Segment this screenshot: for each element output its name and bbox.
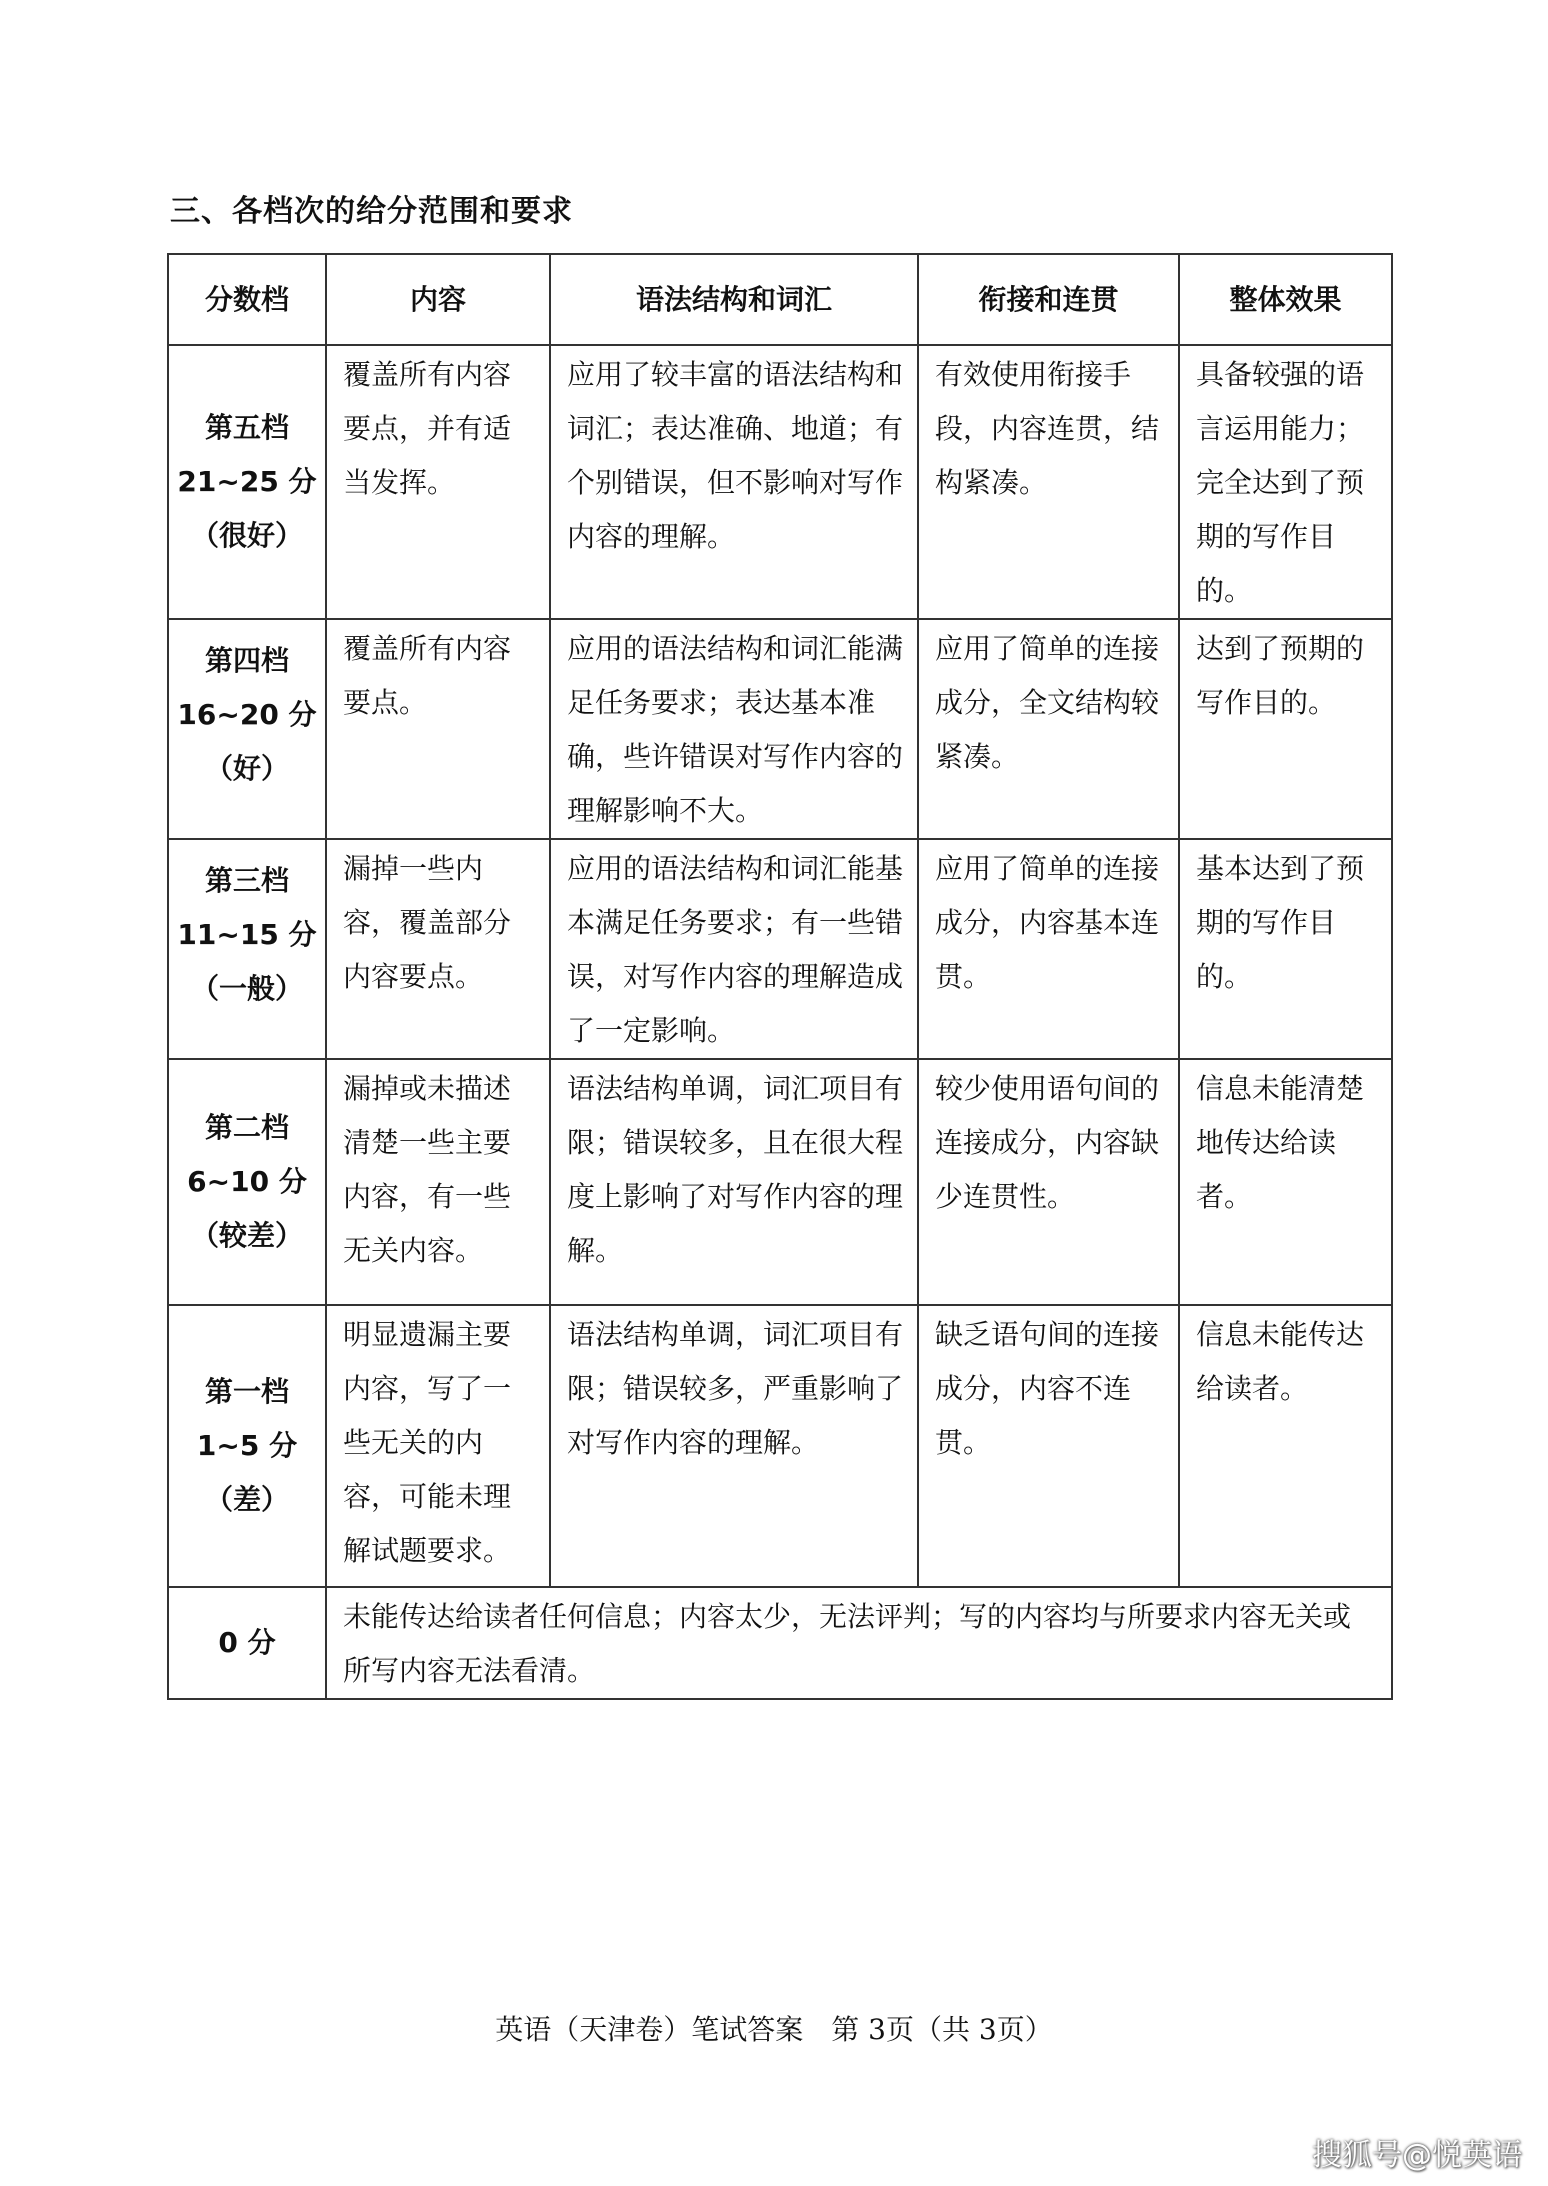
table-header-row [168, 254, 1392, 345]
grammar-cell: 应用的语法结构和词汇能满足任务要求；表达基本准确，些许错误对写作内容的理解影响不大。 [550, 619, 918, 839]
coherence-cell: 缺乏语句间的连接成分，内容不连贯。 [918, 1305, 1179, 1587]
grade-cell [168, 839, 326, 1059]
page-footer: 英语（天津卷）笔试答案 第 3页（共 3页） [495, 2013, 1053, 2046]
header-overall: 整体效果 [1179, 254, 1392, 345]
grade-cell: 0 分 [168, 1587, 326, 1699]
grade-range: 6~10 分 [187, 1165, 307, 1198]
grade-cell [168, 345, 326, 619]
grade-label: （很好） [190, 519, 303, 552]
watermark: 搜狐号@悦英语 [1312, 2138, 1522, 2173]
table-row [168, 839, 1392, 1059]
header-coherence: 衔接和连贯 [918, 254, 1179, 345]
grammar-cell: 应用的语法结构和词汇能基本满足任务要求；有一些错误，对写作内容的理解造成了一定影响。 [550, 839, 918, 1059]
grade-label: （好） [204, 752, 289, 785]
grammar-cell: 语法结构单调，词汇项目有限；错误较多，严重影响了对写作内容的理解。 [550, 1305, 918, 1587]
grade-range: 16~20 分 [177, 698, 317, 731]
grade-range: 21~25 分 [177, 465, 317, 498]
scoring-rubric-table [167, 253, 1393, 1700]
grade-cell [168, 619, 326, 839]
grade-name: 第一档 [204, 1375, 289, 1408]
overall-cell: 基本达到了预期的写作目的。 [1179, 839, 1392, 1059]
grade-label: （差） [204, 1483, 289, 1516]
grade-range: 1~5 分 [196, 1429, 298, 1462]
coherence-cell: 应用了简单的连接成分，内容基本连贯。 [918, 839, 1179, 1059]
coherence-cell: 应用了简单的连接成分，全文结构较紧凑。 [918, 619, 1179, 839]
grammar-cell: 应用了较丰富的语法结构和词汇；表达准确、地道；有个别错误，但不影响对写作内容的理解。 [550, 345, 918, 619]
section-heading: 三、各档次的给分范围和要求 [170, 194, 573, 229]
coherence-cell: 较少使用语句间的连接成分，内容缺少连贯性。 [918, 1059, 1179, 1305]
header-grammar: 语法结构和词汇 [550, 254, 918, 345]
grade-label: （一般） [190, 972, 303, 1005]
header-grade: 分数档 [168, 254, 326, 345]
table-row [168, 1305, 1392, 1587]
content-cell: 覆盖所有内容要点。 [326, 619, 550, 839]
overall-cell: 达到了预期的写作目的。 [1179, 619, 1392, 839]
overall-cell: 信息未能清楚地传达给读者。 [1179, 1059, 1392, 1305]
coherence-cell: 有效使用衔接手段，内容连贯，结构紧凑。 [918, 345, 1179, 619]
content-cell: 漏掉一些内容，覆盖部分内容要点。 [326, 839, 550, 1059]
content-cell: 覆盖所有内容要点，并有适当发挥。 [326, 345, 550, 619]
grade-cell [168, 1059, 326, 1305]
overall-cell: 信息未能传达给读者。 [1179, 1305, 1392, 1587]
grade-label: （较差） [190, 1219, 303, 1252]
header-content: 内容 [326, 254, 550, 345]
grade-name: 第四档 [204, 644, 289, 677]
overall-cell: 具备较强的语言运用能力；完全达到了预期的写作目的。 [1179, 345, 1392, 619]
grade-name: 第五档 [204, 411, 289, 444]
table-row-zero [168, 1587, 1392, 1699]
grade-name: 第三档 [204, 864, 289, 897]
grade-range: 11~15 分 [177, 918, 317, 951]
table-row [168, 619, 1392, 839]
zero-score-description: 未能传达给读者任何信息；内容太少，无法评判；写的内容均与所要求内容无关或所写内容无法看清。 [326, 1587, 1392, 1699]
content-cell: 漏掉或未描述清楚一些主要内容，有一些无关内容。 [326, 1059, 550, 1305]
grade-cell [168, 1305, 326, 1587]
content-cell: 明显遗漏主要内容，写了一些无关的内容，可能未理解试题要求。 [326, 1305, 550, 1587]
grammar-cell: 语法结构单调，词汇项目有限；错误较多，且在很大程度上影响了对写作内容的理解。 [550, 1059, 918, 1305]
table-row [168, 345, 1392, 619]
grade-name: 第二档 [204, 1111, 289, 1144]
table-row [168, 1059, 1392, 1305]
